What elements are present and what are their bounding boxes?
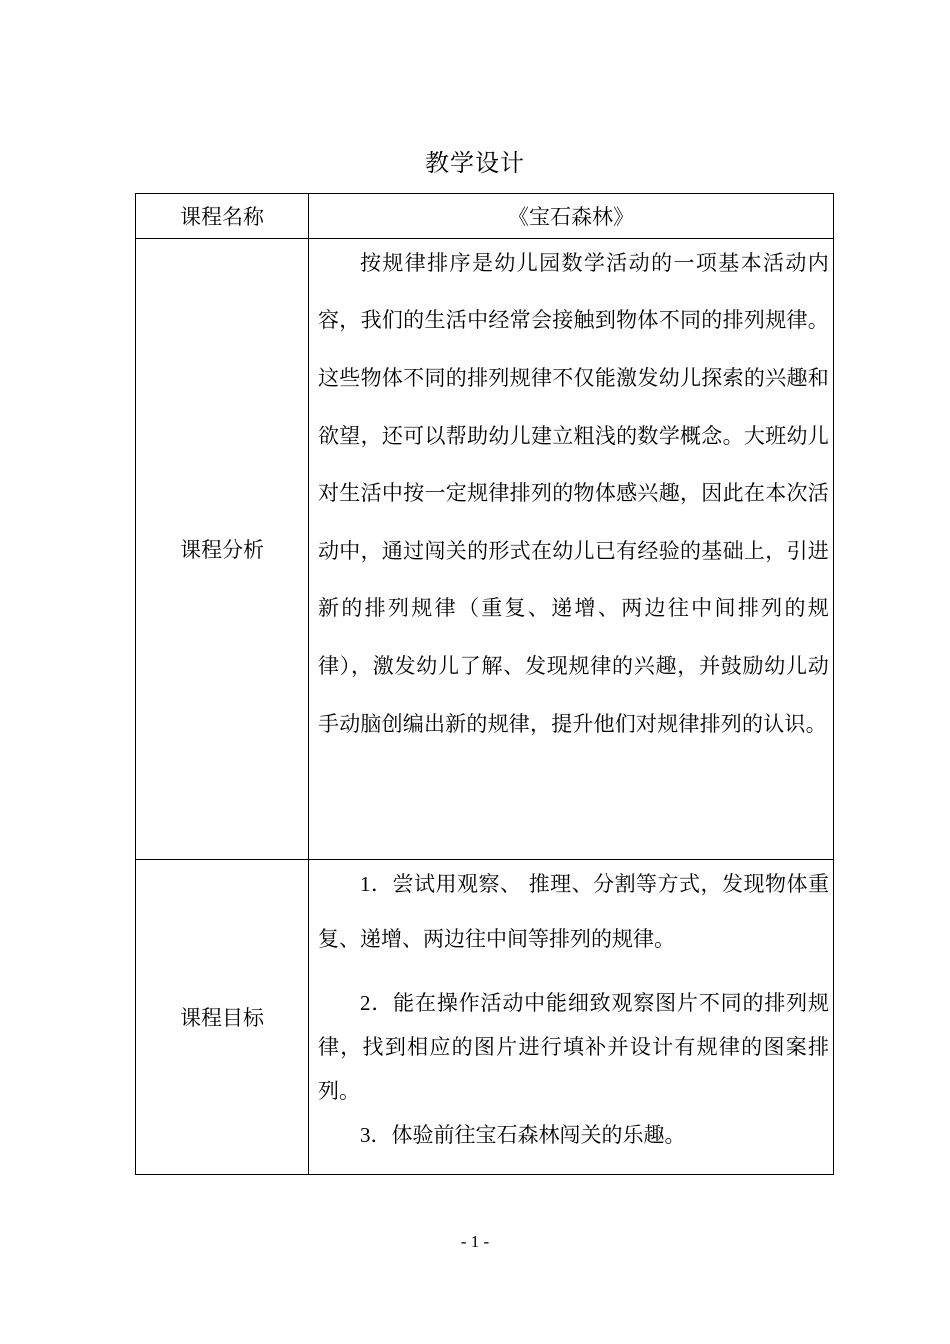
goal-item-3 [309,1113,833,1157]
table-row-course-name [136,194,834,239]
course-name-value: 《宝石森林》 [508,205,634,229]
goal-item-2 [309,981,833,1113]
goal-number: 2． [360,991,394,1015]
goal-text: 体验前往宝石森林闯关的乐趣。 [391,1123,686,1147]
course-name-label: 课程名称 [136,194,309,239]
table-row-course-goals [136,860,834,1175]
teaching-design-table [135,193,834,1175]
course-analysis-text: 按规律排序是幼儿园数学活动的一项基本活动内容，我们的生活中经常会接触到物体不同的排列规律。这些物体不同的排列规律不仅能激发幼儿探索的兴趣和欲望，还可以帮助幼儿建立粗浅的数学概念。大班幼儿对生活中按一定规律排列的物体感兴趣，因此在本次活动中，通过闯关的形式在幼儿已有经验的基础上，引进新的排列规律（重复、递增、两边往中间排列的规律），激发幼儿了解、发现规律的兴趣，并鼓励幼儿动手动脑创编出新的规律，提升他们对规律排列的认识。 [318,250,829,736]
course-name-cell [309,194,834,239]
course-goals-cell [309,860,834,1175]
goal-text: 尝试用观察、 推理、分割等方式，发现物体重复、递增、两边往中间等排列的规律。 [318,872,829,951]
table-row-course-analysis [136,239,834,860]
goal-number: 3． [360,1123,392,1147]
goal-text: 能在操作活动中能细致观察图片不同的排列规律，找到相应的图片进行填补并设计有规律的图案排列。 [318,991,830,1103]
goal-number: 1． [360,872,393,896]
course-analysis-cell [309,239,834,860]
course-analysis-label: 课程分析 [136,239,309,860]
document-title: 教学设计 [425,149,525,177]
course-goals-label: 课程目标 [136,860,309,1175]
goal-item-1 [309,857,833,967]
page-number: - 1 - [460,1232,490,1251]
